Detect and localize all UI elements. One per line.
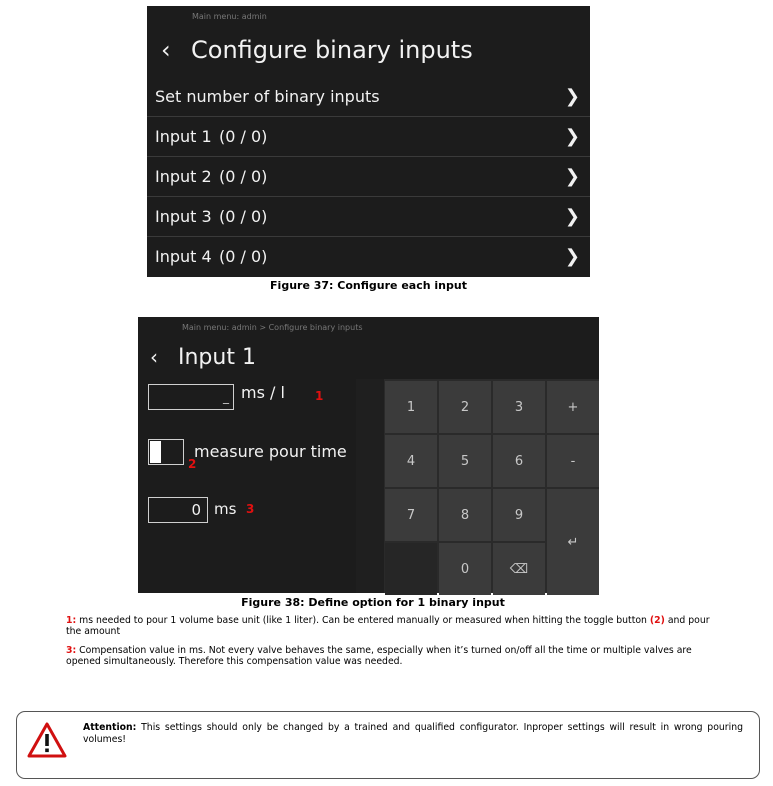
keypad-margin (356, 379, 384, 593)
menu-item-count: (0 / 0) (219, 207, 268, 226)
note-1-number: 1: (66, 615, 77, 626)
input-1-screen (138, 317, 599, 593)
toggle-knob (150, 441, 161, 463)
key-empty (385, 543, 437, 595)
note-3 (66, 645, 726, 667)
annotation-marker-3: 3 (246, 502, 255, 516)
attention-box (16, 711, 760, 779)
attention-label: Attention: (83, 722, 137, 733)
chevron-right-icon: ❯ (564, 126, 580, 147)
enter-key-icon[interactable]: ↵ (547, 489, 599, 595)
menu-item-input-4[interactable] (147, 236, 590, 276)
warning-triangle-icon (27, 722, 67, 758)
key-1[interactable]: 1 (385, 381, 437, 433)
menu-item-label: Input 1 (155, 127, 212, 146)
ms-per-liter-unit: ms / l (241, 383, 285, 402)
compensation-unit: ms (214, 500, 237, 518)
menu-item-count: (0 / 0) (219, 167, 268, 186)
back-chevron-icon[interactable]: ‹ (161, 36, 171, 64)
attention-message: This settings should only be changed by a trained and qualified configurator. Inproper settings will result in wrong pouring volumes! (83, 722, 743, 745)
chevron-right-icon: ❯ (564, 85, 580, 107)
back-chevron-icon[interactable]: ‹ (150, 345, 158, 369)
note-3-text: Compensation value in ms. Not every valve behaves the same, especially when it’s turned on/off all the time or multiple valves are opened simultaneously. Therefore this compensation value was needed. (66, 645, 692, 667)
menu-item-set-number[interactable] (147, 76, 590, 116)
breadcrumb: Main menu: admin (192, 12, 267, 21)
ms-per-liter-input[interactable]: _ (148, 384, 234, 410)
attention-text (83, 722, 743, 746)
menu-item-input-1[interactable] (147, 116, 590, 156)
menu-item-label: Input 4 (155, 247, 212, 266)
screen-header (161, 30, 473, 70)
screen-title: Input 1 (178, 344, 256, 370)
key-plus[interactable]: + (547, 381, 599, 433)
note-1-ref: (2) (649, 615, 665, 626)
backspace-key-icon[interactable]: ⌫ (493, 543, 545, 595)
key-4[interactable]: 4 (385, 435, 437, 487)
key-9[interactable]: 9 (493, 489, 545, 541)
chevron-right-icon: ❯ (564, 246, 580, 267)
toggle-label: measure pour time (194, 442, 347, 461)
configure-binary-inputs-screen (147, 6, 590, 277)
key-6[interactable]: 6 (493, 435, 545, 487)
compensation-input[interactable]: 0 (148, 497, 208, 523)
screen-header (150, 339, 256, 375)
screen-title: Configure binary inputs (191, 36, 473, 64)
key-7[interactable]: 7 (385, 489, 437, 541)
menu-item-input-2[interactable] (147, 156, 590, 196)
chevron-right-icon: ❯ (564, 166, 580, 187)
key-0[interactable]: 0 (439, 543, 491, 595)
annotation-marker-1: 1 (315, 389, 324, 403)
menu-item-label: Input 2 (155, 167, 212, 186)
menu-item-label: Input 3 (155, 207, 212, 226)
chevron-right-icon: ❯ (564, 206, 580, 227)
key-5[interactable]: 5 (439, 435, 491, 487)
menu-item-input-3[interactable] (147, 196, 590, 236)
note-1 (66, 615, 726, 637)
key-3[interactable]: 3 (493, 381, 545, 433)
measure-pour-time-toggle[interactable] (148, 439, 184, 465)
breadcrumb: Main menu: admin > Configure binary inputs (182, 323, 363, 332)
note-3-number: 3: (66, 645, 77, 656)
key-8[interactable]: 8 (439, 489, 491, 541)
figure-38-caption: Figure 38: Define option for 1 binary input (241, 596, 505, 609)
figure-37-caption: Figure 37: Configure each input (270, 279, 467, 292)
note-1-text-a: ms needed to pour 1 volume base unit (like 1 liter). Can be entered manually or measured when hitting the toggle button (76, 615, 650, 626)
annotation-marker-2: 2 (188, 457, 197, 471)
note-1-text-b: and pour the amount (66, 615, 710, 637)
key-2[interactable]: 2 (439, 381, 491, 433)
key-minus[interactable]: - (547, 435, 599, 487)
menu-item-label: Set number of binary inputs (155, 86, 380, 106)
menu-item-count: (0 / 0) (219, 127, 268, 146)
menu-list (147, 76, 590, 276)
menu-item-count: (0 / 0) (219, 247, 268, 266)
